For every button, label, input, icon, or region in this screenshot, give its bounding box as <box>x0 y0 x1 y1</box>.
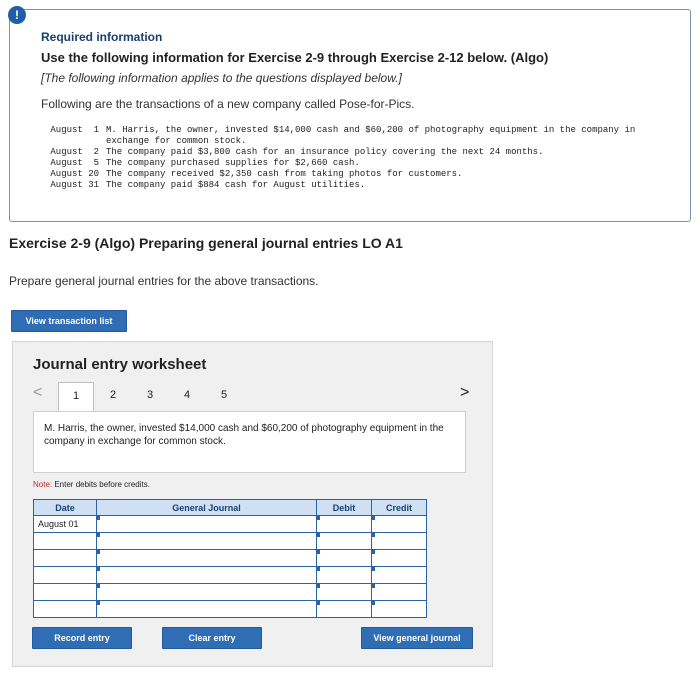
date-cell[interactable] <box>34 584 97 601</box>
transaction-row <box>40 180 680 191</box>
date-cell[interactable] <box>34 533 97 550</box>
debit-input[interactable] <box>317 584 372 601</box>
account-select[interactable] <box>97 533 317 550</box>
transaction-text: M. Harris, the owner, invested $14,000 cash and $60,200 of photography equipment in the company in exchange for common stock. <box>106 125 636 146</box>
transaction-row <box>40 169 680 180</box>
transaction-date: August 1 <box>50 125 99 135</box>
account-select[interactable] <box>97 550 317 567</box>
credit-input[interactable] <box>372 516 427 533</box>
journal-header-row <box>34 500 427 516</box>
transaction-list <box>40 125 680 191</box>
date-cell[interactable] <box>34 601 97 618</box>
record-entry-button[interactable]: Record entry <box>32 627 132 649</box>
note-label: Note: <box>33 480 53 489</box>
transaction-description: M. Harris, the owner, invested $14,000 cash and $60,200 of photography equipment in the company in exchange for common stock. <box>33 411 466 473</box>
account-select[interactable] <box>97 601 317 618</box>
column-header-credit: Credit <box>372 500 427 516</box>
required-info-label: Required information <box>41 30 163 44</box>
table-row <box>34 584 427 601</box>
tab-transaction-4[interactable]: 4 <box>183 389 191 401</box>
date-cell[interactable] <box>34 567 97 584</box>
view-general-journal-button[interactable]: View general journal <box>361 627 473 649</box>
account-select[interactable] <box>97 516 317 533</box>
info-heading: Use the following information for Exercise 2-9 through Exercise 2-12 below. (Algo) <box>41 50 549 65</box>
date-cell[interactable]: August 01 <box>34 516 97 533</box>
date-cell[interactable] <box>34 550 97 567</box>
transaction-date: August 31 <box>50 180 99 190</box>
worksheet-title: Journal entry worksheet <box>33 356 207 373</box>
debit-input[interactable] <box>317 533 372 550</box>
note-text: Enter debits before credits. <box>52 480 150 489</box>
credit-input[interactable] <box>372 550 427 567</box>
journal-entry-worksheet <box>12 341 493 667</box>
column-header-debit: Debit <box>317 500 372 516</box>
chevron-right-icon[interactable]: > <box>460 384 470 401</box>
view-transaction-list-button[interactable]: View transaction list <box>11 310 127 332</box>
required-information-panel <box>9 9 691 222</box>
exercise-title: Exercise 2-9 (Algo) Preparing general journal entries LO A1 <box>9 235 403 251</box>
credit-input[interactable] <box>372 601 427 618</box>
info-intro: Following are the transactions of a new company called Pose-for-Pics. <box>41 97 415 111</box>
transaction-text: The company paid $3,800 cash for an insurance policy covering the next 24 months. <box>106 147 544 157</box>
account-select[interactable] <box>97 584 317 601</box>
transaction-text: The company received $2,350 cash from taking photos for customers. <box>106 169 463 179</box>
alert-icon: ! <box>8 6 26 24</box>
transaction-text: The company purchased supplies for $2,660 cash. <box>106 158 360 168</box>
clear-entry-button[interactable]: Clear entry <box>162 627 262 649</box>
table-row <box>34 550 427 567</box>
exercise-instructions: Prepare general journal entries for the above transactions. <box>9 274 319 288</box>
applies-note: [The following information applies to the questions displayed below.] <box>41 71 402 85</box>
transaction-pager <box>13 382 492 414</box>
transaction-text: The company paid $884 cash for August utilities. <box>106 180 366 190</box>
entry-note <box>33 480 150 489</box>
account-select[interactable] <box>97 567 317 584</box>
credit-input[interactable] <box>372 533 427 550</box>
credit-input[interactable] <box>372 567 427 584</box>
tab-transaction-1[interactable]: 1 <box>58 382 94 413</box>
chevron-left-icon[interactable]: < <box>33 384 43 401</box>
credit-input[interactable] <box>372 584 427 601</box>
debit-input[interactable] <box>317 601 372 618</box>
transaction-row <box>40 147 680 158</box>
journal-table <box>33 499 427 618</box>
tab-transaction-5[interactable]: 5 <box>220 389 228 401</box>
table-row <box>34 567 427 584</box>
column-header-general-journal: General Journal <box>97 500 317 516</box>
table-row <box>34 601 427 618</box>
column-header-date: Date <box>34 500 97 516</box>
tab-transaction-3[interactable]: 3 <box>146 389 154 401</box>
table-row <box>34 516 427 533</box>
transaction-row <box>40 158 680 169</box>
transaction-row <box>40 125 680 147</box>
debit-input[interactable] <box>317 516 372 533</box>
transaction-date: August 2 <box>50 147 99 157</box>
debit-input[interactable] <box>317 550 372 567</box>
transaction-date: August 5 <box>50 158 99 168</box>
tab-transaction-2[interactable]: 2 <box>109 389 117 401</box>
transaction-date: August 20 <box>50 169 99 179</box>
table-row <box>34 533 427 550</box>
debit-input[interactable] <box>317 567 372 584</box>
